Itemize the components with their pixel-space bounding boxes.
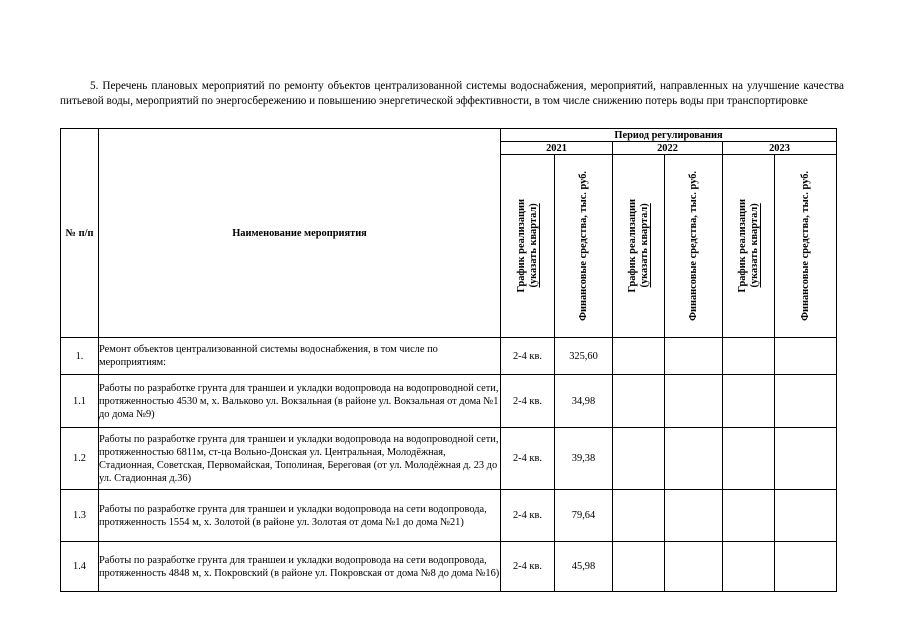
header-name: Наименование мероприятия [99,129,501,338]
schedule-quarter-label: (указать квартал) [638,203,650,289]
row-schedule-2022 [613,490,665,542]
row-name: Работы по разработке грунта для траншеи и укладки водопровода на сети водопровода, протяженность 1554 м, х. Золотой (в районе ул. Золотая от дома №1 до дома №21) [99,490,501,542]
header-year-2022: 2022 [613,142,723,155]
row-finance-2021: 325,60 [555,338,613,375]
row-schedule-2021: 2-4 кв. [501,338,555,375]
header-finance-2021 [555,155,613,338]
table-row [61,375,837,428]
row-name: Работы по разработке грунта для траншеи и укладки водопровода на водопроводной сети, протяженностью 6811м, ст-ца Вольно-Донская ул. Центральная, Молодёжная, Стадионная, Советская, Первомайская, Тополиная, Береговая (от ул. Молодёжная д. 23 до ул. Стадионная д.36) [99,428,501,490]
row-schedule-2022 [613,375,665,428]
table-row [61,338,837,375]
row-name: Ремонт объектов централизованной системы водоснабжения, в том числе по мероприятиям: [99,338,501,375]
header-period: Период регулирования [501,129,837,142]
row-schedule-2022 [613,428,665,490]
row-schedule-2021: 2-4 кв. [501,375,555,428]
row-name: Работы по разработке грунта для траншеи и укладки водопровода на водопроводной сети, протяженностью 4530 м, х. Вальково ул. Вокзальная (в районе ул. Вокзальная от дома №1 до дома №9) [99,375,501,428]
row-finance-2022 [665,542,723,592]
row-schedule-2023 [723,542,775,592]
header-finance-2022 [665,155,723,338]
row-schedule-2023 [723,338,775,375]
row-schedule-2023 [723,375,775,428]
table-row [61,542,837,592]
finance-label: Финансовые средства, тыс. руб. [577,171,589,321]
header-schedule-2023 [723,155,775,338]
row-finance-2022 [665,375,723,428]
row-number: 1.3 [61,490,99,542]
row-schedule-2021: 2-4 кв. [501,428,555,490]
row-schedule-2023 [723,428,775,490]
row-schedule-2023 [723,490,775,542]
row-schedule-2022 [613,338,665,375]
row-schedule-2022 [613,542,665,592]
row-finance-2022 [665,428,723,490]
row-number: 1.4 [61,542,99,592]
schedule-label: График реализации [736,199,748,293]
row-finance-2023 [775,490,837,542]
section-intro: 5. Перечень плановых мероприятий по ремонту объектов централизованной системы водоснабжения, мероприятий, направленных на улучшение качества питьевой воды, мероприятий по энергосбережению и повышению энергетической эффективности, в том числе снижению потерь воды при транспортировке [60,80,844,107]
finance-label: Финансовые средства, тыс. руб. [687,171,699,321]
schedule-label: График реализации [515,199,527,293]
row-name: Работы по разработке грунта для траншеи и укладки водопровода на сети водопровода, протяженность 4848 м, х. Покровский (в районе ул. Покровская от дома №8 до дома №16) [99,542,501,592]
finance-label: Финансовые средства, тыс. руб. [799,171,811,321]
row-finance-2023 [775,428,837,490]
header-year-2023: 2023 [723,142,837,155]
schedule-quarter-label: (указать квартал) [527,203,539,289]
row-schedule-2021: 2-4 кв. [501,542,555,592]
header-year-2021: 2021 [501,142,613,155]
table-row [61,428,837,490]
row-finance-2023 [775,375,837,428]
schedule-quarter-label: (указать квартал) [748,203,760,289]
measures-table [60,128,837,592]
row-finance-2022 [665,338,723,375]
header-number: № п/п [61,129,99,338]
row-finance-2021: 39,38 [555,428,613,490]
schedule-label: График реализации [626,199,638,293]
row-finance-2021: 79,64 [555,490,613,542]
header-schedule-2021 [501,155,555,338]
row-number: 1.2 [61,428,99,490]
header-schedule-2022 [613,155,665,338]
row-finance-2021: 45,98 [555,542,613,592]
row-finance-2023 [775,338,837,375]
row-finance-2023 [775,542,837,592]
row-finance-2022 [665,490,723,542]
row-number: 1. [61,338,99,375]
row-finance-2021: 34,98 [555,375,613,428]
row-schedule-2021: 2-4 кв. [501,490,555,542]
table-row [61,490,837,542]
header-finance-2023 [775,155,837,338]
row-number: 1.1 [61,375,99,428]
